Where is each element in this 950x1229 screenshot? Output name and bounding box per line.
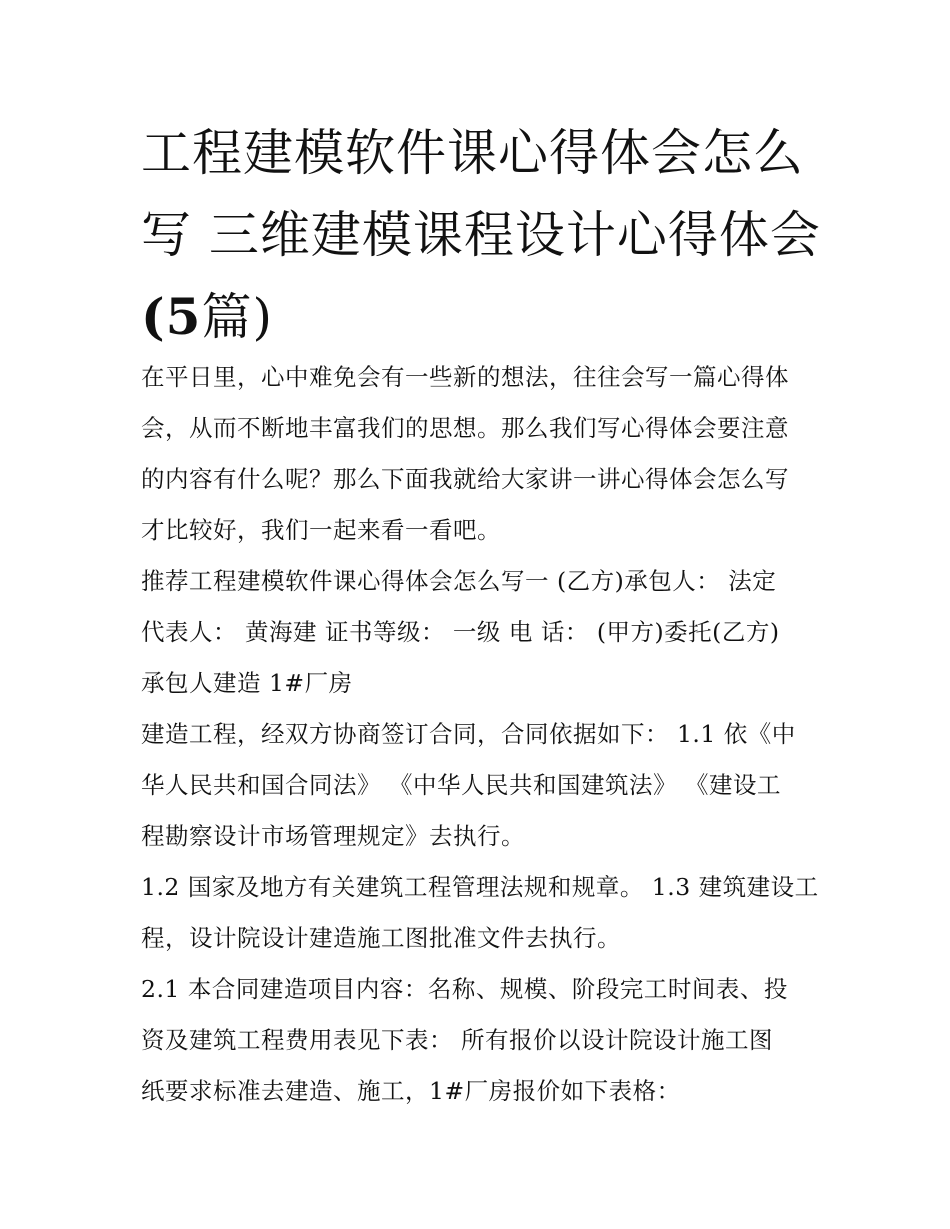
text-line: 在平日里，心中难免会有一些新的想法，往往会写一篇心得体: [141, 363, 789, 391]
paragraph-contract-basis: [141, 709, 821, 862]
text-line: 代表人： 黄海建 证书等级： 一级 电 话： (甲方)委托(乙方): [141, 618, 780, 646]
text-line: 承包人建造 1#厂房: [141, 669, 353, 697]
paragraph-contract-parties: [141, 556, 821, 709]
title-count-suffix: 篇): [201, 288, 273, 346]
text-line: 华人民共和国合同法》 《中华人民共和国建筑法》 《建设工: [141, 771, 781, 799]
text-line: 纸要求标准去建造、施工，1#厂房报价如下表格：: [141, 1077, 681, 1105]
paragraph-project-content: [141, 964, 821, 1117]
text-line: 程勘察设计市场管理规定》去执行。: [141, 822, 525, 850]
document-body: [141, 352, 821, 1117]
paragraph-regulations: [141, 862, 821, 964]
text-line: 资及建筑工程费用表见下表： 所有报价以设计院设计施工图: [141, 1026, 773, 1054]
title-line: 写 三维建模课程设计心得体会: [141, 206, 821, 264]
text-line: 才比较好，我们一起来看一看吧。: [141, 516, 501, 544]
text-line: 2.1 本合同建造项目内容：名称、规模、阶段完工时间表、投: [141, 975, 788, 1003]
text-line: 会，从而不断地丰富我们的思想。那么我们写心得体会要注意: [141, 414, 789, 442]
paragraph-intro: [141, 352, 821, 556]
title-count: (5: [141, 287, 202, 346]
text-line: 推荐工程建模软件课心得体会怎么写一 (乙方)承包人： 法定: [141, 567, 777, 595]
text-line: 建造工程，经双方协商签订合同，合同依据如下： 1.1 依《中: [141, 720, 796, 748]
text-line: 程，设计院设计建造施工图批准文件去执行。: [141, 924, 621, 952]
text-line: 的内容有什么呢？那么下面我就给大家讲一讲心得体会怎么写: [141, 465, 789, 493]
text-line: 1.2 国家及地方有关建筑工程管理法规和规章。 1.3 建筑建设工: [141, 873, 819, 901]
document-title: [141, 112, 821, 358]
title-line: 工程建模软件课心得体会怎么: [141, 124, 804, 182]
title-line: [141, 276, 821, 358]
